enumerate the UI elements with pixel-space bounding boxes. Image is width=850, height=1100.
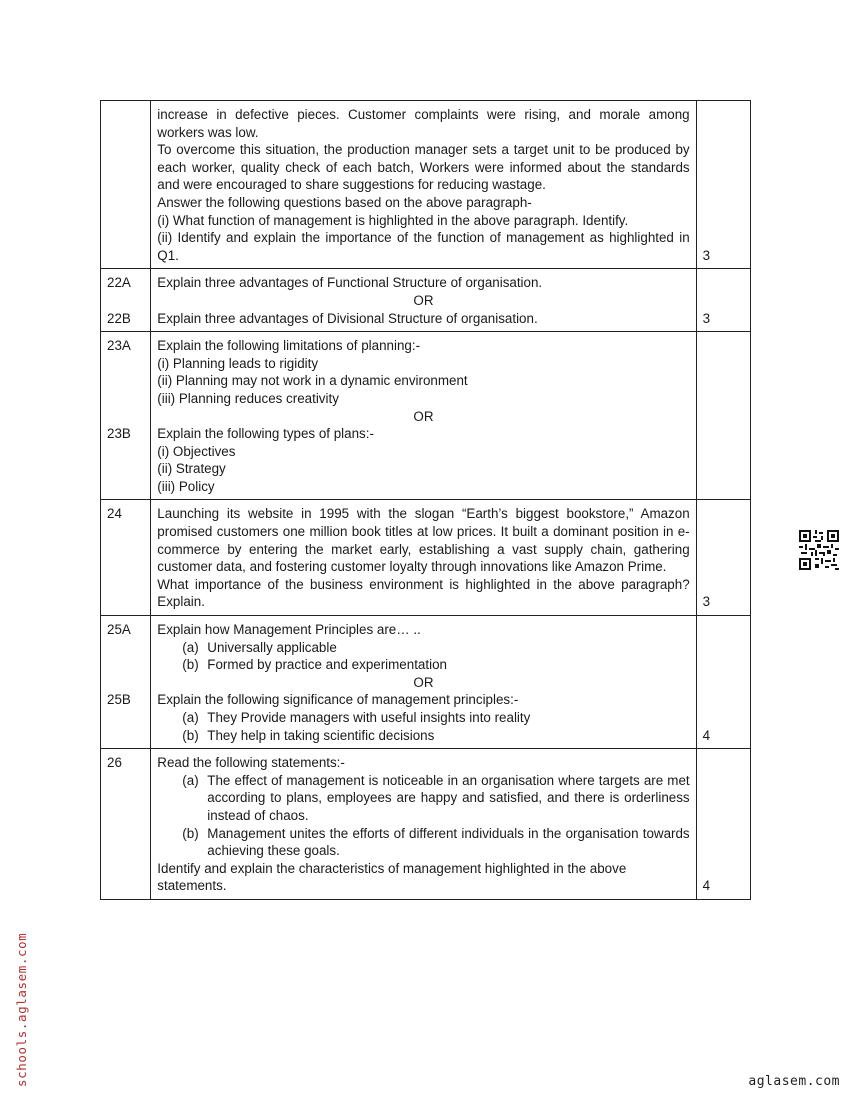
question-marks: 4 — [696, 616, 750, 749]
list-item: (b) They help in taking scientific decisions — [182, 727, 435, 743]
question-row-24 — [101, 500, 751, 616]
list-item: (a) They Provide managers with useful insights into reality — [182, 710, 531, 725]
question-row-26 — [101, 749, 751, 900]
question-text: increase in defective pieces. Customer complaints were rising, and morale among workers was low. To overcome this situation, the production manager sets a target unit to be produced by each worker, quality check of each batch, Workers were informed about the standards and were encouraged to share suggestions for reducing wastage. Answer the following questions based on the above paragraph- (i) What function of management is highlighted in the above paragraph. Identify. (ii) Identify and explain the importance of the function of management as highlighted in Q1. — [151, 101, 696, 269]
or-separator: OR — [413, 292, 434, 308]
question-marks: 3 — [696, 500, 750, 616]
side-watermark: schools.aglasem.com — [14, 932, 29, 1087]
question-number: 25A 25B — [101, 616, 151, 749]
list-item: (a) Universally applicable — [182, 639, 337, 655]
question-row-continuation — [101, 101, 751, 269]
question-row-25 — [101, 616, 751, 749]
question-text: Explain the following limitations of planning:- (i) Planning leads to rigidity (ii) Planning may not work in a dynamic environment (iii) Planning reduces creativity OR Explain the following types of plans:- (i) Objectives (ii) Strategy (iii) Policy — [151, 332, 696, 500]
question-marks: 3 — [696, 269, 750, 332]
list-item: (a) The effect of management is noticeable in an organisation where targets are met according to plans, employees are happy and satisfied, and there is orderliness instead of chaos. — [182, 772, 690, 823]
question-row-22 — [101, 269, 751, 332]
question-number: 24 — [101, 500, 151, 616]
question-number: 26 — [101, 749, 151, 900]
qr-code-icon — [799, 530, 839, 570]
footer-watermark: aglasem.com — [748, 1074, 840, 1089]
list-item: (b) Management unites the efforts of different individuals in the organisation towards achieving these goals. — [182, 825, 690, 859]
question-text: Explain how Management Principles are… .. (a) Universally applicable (b) Formed by practice and experimentation OR Explain the following significance of management principles:- (a) They Provide managers with useful insights into reality (b) They help in taking scientific decisions — [151, 616, 696, 749]
question-number: 23A 23B — [101, 332, 151, 500]
question-text: Explain three advantages of Functional Structure of organisation. OR Explain three advantages of Divisional Structure of organisation. — [151, 269, 696, 332]
question-marks — [696, 332, 750, 500]
question-number — [101, 101, 151, 269]
or-separator: OR — [413, 408, 434, 424]
question-marks: 3 — [696, 101, 750, 269]
question-number: 22A 22B — [101, 269, 151, 332]
questions-table — [100, 100, 751, 900]
or-separator: OR — [413, 674, 434, 690]
question-text: Read the following statements:- (a) The effect of management is noticeable in an organisation where targets are met according to plans, employees are happy and satisfied, and there is orderliness instead of chaos. (b) Management unites the efforts of different individuals in the organisation towards achieving these goals. Identify and explain the characteristics of management highlighted in the above statements. — [151, 749, 696, 900]
question-text: Launching its website in 1995 with the slogan “Earth’s biggest bookstore,” Amazon promised customers one million book titles at low prices. It built a dominant position in e-commerce by entering the market early, establishing a vast supply chain, gathering customer data, and fostering customer loyalty through innovations like Amazon Prime. What importance of the business environment is highlighted in the above paragraph? Explain. — [151, 500, 696, 616]
question-row-23 — [101, 332, 751, 500]
question-marks: 4 — [696, 749, 750, 900]
list-item: (b) Formed by practice and experimentation — [182, 657, 447, 673]
